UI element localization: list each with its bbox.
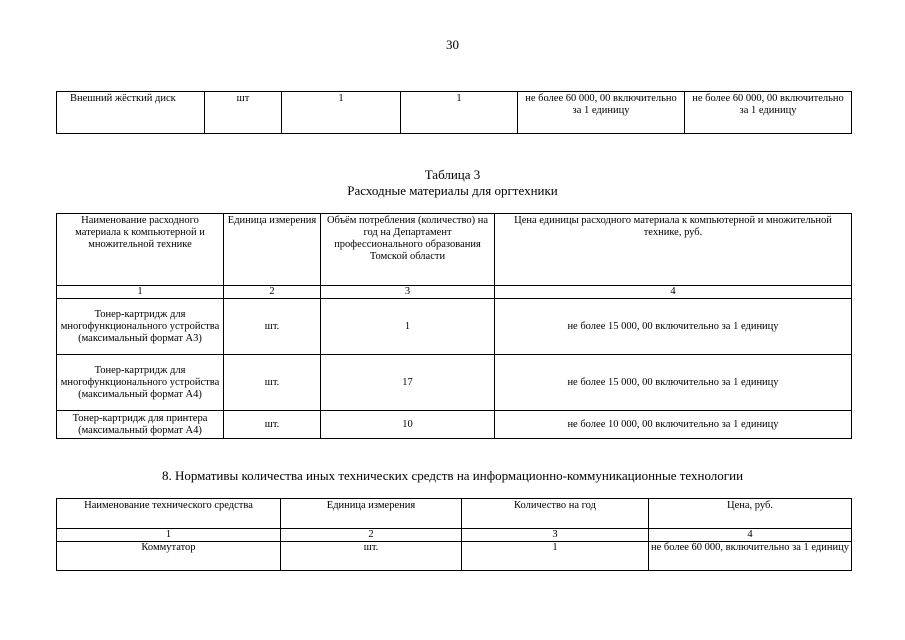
table-cell: шт. [281,542,462,571]
table-cell: Тонер-картридж для многофункционального устройства (максимальный формат А3) [57,299,224,355]
column-number: 4 [495,286,852,299]
table-cell: 1 [401,92,518,134]
table-cell: не более 60 000, 00 включительно за 1 единицу [685,92,852,134]
column-header: Количество на год [462,499,649,529]
table-other-equipment [56,498,852,571]
table-row [57,411,852,439]
table-external-drive [56,91,852,134]
table-cell: 1 [462,542,649,571]
table-cell: Коммутатор [57,542,281,571]
column-number: 2 [281,529,462,542]
table-cell: Тонер-картридж для многофункционального устройства (максимальный формат А4) [57,355,224,411]
column-number: 2 [224,286,321,299]
table-cell: не более 60 000, включительно за 1 единицу [649,542,852,571]
column-number: 1 [57,286,224,299]
table-cell: не более 10 000, 00 включительно за 1 единицу [495,411,852,439]
table-cell: 17 [321,355,495,411]
table-cell: 1 [282,92,401,134]
table-row [57,355,852,411]
table-header-row [57,499,852,529]
table-cell: не более 15 000, 00 включительно за 1 единицу [495,355,852,411]
column-number-row [57,286,852,299]
column-number: 4 [649,529,852,542]
table-row [57,542,852,571]
column-number: 1 [57,529,281,542]
column-number: 3 [321,286,495,299]
table-caption-title: Расходные материалы для оргтехники [347,183,558,198]
column-number: 3 [462,529,649,542]
table-header-row [57,214,852,286]
column-number-row [57,529,852,542]
column-header: Объём потребления (количество) на год на Департамент профессионального образования Томской области [321,214,495,286]
table-cell: не более 15 000, 00 включительно за 1 единицу [495,299,852,355]
column-header: Наименование расходного материала к компьютерной и множительной технике [57,214,224,286]
column-header: Единица измерения [281,499,462,529]
column-header: Цена единицы расходного материала к компьютерной и множительной технике, руб. [495,214,852,286]
table-cell: шт. [224,299,321,355]
table-caption-number: Таблица 3 [424,167,481,182]
table-cell: шт. [224,355,321,411]
table-cell: шт [205,92,282,134]
table-cell: Внешний жёсткий диск [57,92,205,134]
column-header: Единица измерения [224,214,321,286]
table-cell: 1 [321,299,495,355]
table-row [57,299,852,355]
page-number: 30 [446,37,459,52]
table-row [57,92,852,134]
table-cell: Тонер-картридж для принтера (максимальный формат А4) [57,411,224,439]
section-heading: 8. Нормативы количества иных технических средств на информационно-коммуникационные технологии [161,468,744,483]
table-cell: 10 [321,411,495,439]
table-cell: не более 60 000, 00 включительно за 1 единицу [518,92,685,134]
column-header: Наименование технического средства [57,499,281,529]
table-consumables [56,213,852,439]
column-header: Цена, руб. [649,499,852,529]
table-cell: шт. [224,411,321,439]
